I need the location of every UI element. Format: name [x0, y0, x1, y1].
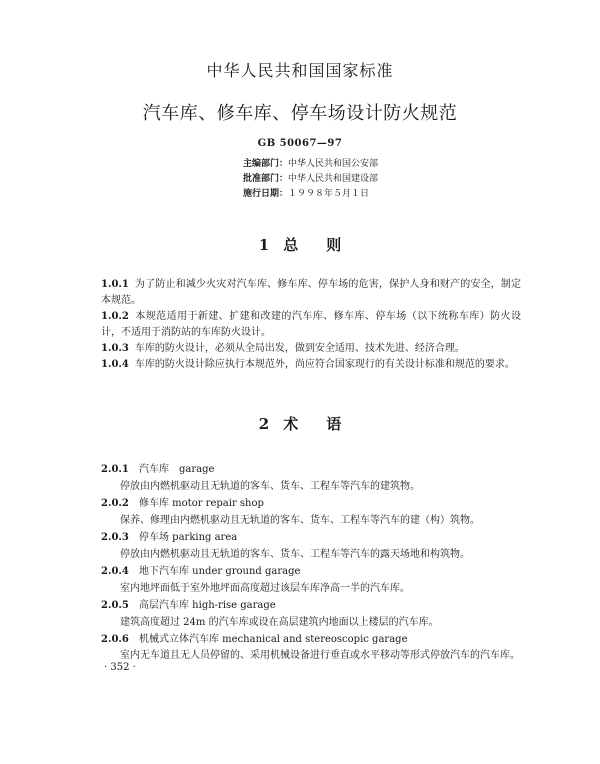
standard-name: 中华人民共和国国家标准	[206, 61, 394, 80]
term-number: 2.0.5	[101, 600, 129, 611]
approver-line	[243, 172, 378, 187]
term-number: 2.0.4	[101, 566, 129, 577]
section-2-title-a: 术	[283, 415, 299, 433]
clause-text: 车库的防火设计，必须从全局出发，做到安全适用、技术先进、经济合理。	[134, 343, 465, 354]
term-name: 停车场 parking area	[139, 532, 238, 543]
term-definition: 停放由内燃机驱动且无轨道的客车、货车、工程车等汽车的露天场地和构筑物。	[120, 549, 470, 560]
section-2-number: 2	[258, 415, 270, 433]
chief-editor-label: 主编部门：	[243, 159, 289, 169]
chief-editor-value: 中华人民共和国公安部	[288, 159, 379, 169]
clause-number: 1.0.3	[101, 343, 129, 354]
term-2-0-3	[101, 530, 237, 546]
term-2-0-6	[101, 632, 408, 648]
effective-date-label: 施行日期：	[243, 189, 289, 199]
document-title: 汽车库、修车库、停车场设计防火规范	[142, 103, 458, 124]
effective-date-value: １９９８年５月１日	[288, 189, 370, 199]
term-2-0-5	[101, 598, 276, 614]
clause-number: 1.0.4	[101, 359, 129, 370]
term-definition: 室内无车道且无人员停留的、采用机械设备进行垂直或水平移动等形式停放汽车的汽车库。	[120, 650, 520, 661]
term-2-0-4	[101, 564, 300, 580]
approver-label: 批准部门：	[243, 174, 289, 184]
term-name: 修车库 motor repair shop	[139, 498, 264, 509]
section-1-title-a: 总	[283, 236, 299, 254]
term-name: 地下汽车库 under ground garage	[139, 566, 301, 577]
clause-1-0-3	[101, 341, 521, 357]
chief-editor-line	[243, 157, 378, 172]
section-1-heading	[0, 234, 600, 255]
term-number: 2.0.6	[101, 634, 129, 645]
section-2-title-b: 语	[326, 415, 342, 433]
section-2-heading	[0, 413, 600, 434]
clause-1-0-2	[101, 309, 521, 341]
clause-text: 本规范适用于新建、扩建和改建的汽车库、修车库、停车场（以下统称车库）防火设计，不适用于消防站的车库防火设计。	[101, 311, 521, 338]
term-name: 机械式立体汽车库 mechanical and stereoscopic garage	[139, 634, 408, 645]
term-definition: 建筑高度超过 24m 的汽车库或设在高层建筑内地面以上楼层的汽车库。	[120, 617, 439, 628]
section-1-number: 1	[258, 236, 270, 254]
clause-number: 1.0.1	[101, 279, 129, 290]
clause-number: 1.0.2	[101, 311, 129, 322]
clause-text: 为了防止和减少火灾对汽车库、修车库、停车场的危害，保护人身和财产的安全，制定本规范。	[101, 279, 521, 306]
clause-1-0-4	[101, 357, 521, 373]
approver-value: 中华人民共和国建设部	[288, 174, 379, 184]
clause-1-0-1	[101, 277, 521, 309]
term-definition: 保养、修理由内燃机驱动且无轨道的客车、货车、工程车等汽车的建（构）筑物。	[120, 515, 480, 526]
standard-code: GB 50067—97	[257, 138, 343, 149]
term-name: 汽车库 garage	[139, 464, 215, 475]
term-2-0-2	[101, 496, 264, 512]
effective-date-line	[243, 187, 369, 202]
section-1-title-b: 则	[326, 236, 342, 254]
term-number: 2.0.2	[101, 498, 129, 509]
term-2-0-1	[101, 462, 214, 478]
term-definition: 室内地坪面低于室外地坪面高度超过该层车库净高一半的汽车库。	[120, 583, 410, 594]
clause-text: 车库的防火设计除应执行本规范外，尚应符合国家现行的有关设计标准和规范的要求。	[134, 359, 515, 370]
page-number: · 352 ·	[104, 662, 136, 673]
term-number: 2.0.3	[101, 532, 129, 543]
term-definition: 停放由内燃机驱动且无轨道的客车、货车、工程车等汽车的建筑物。	[120, 481, 420, 492]
term-name: 高层汽车库 high-rise garage	[139, 600, 276, 611]
term-number: 2.0.1	[101, 464, 129, 475]
